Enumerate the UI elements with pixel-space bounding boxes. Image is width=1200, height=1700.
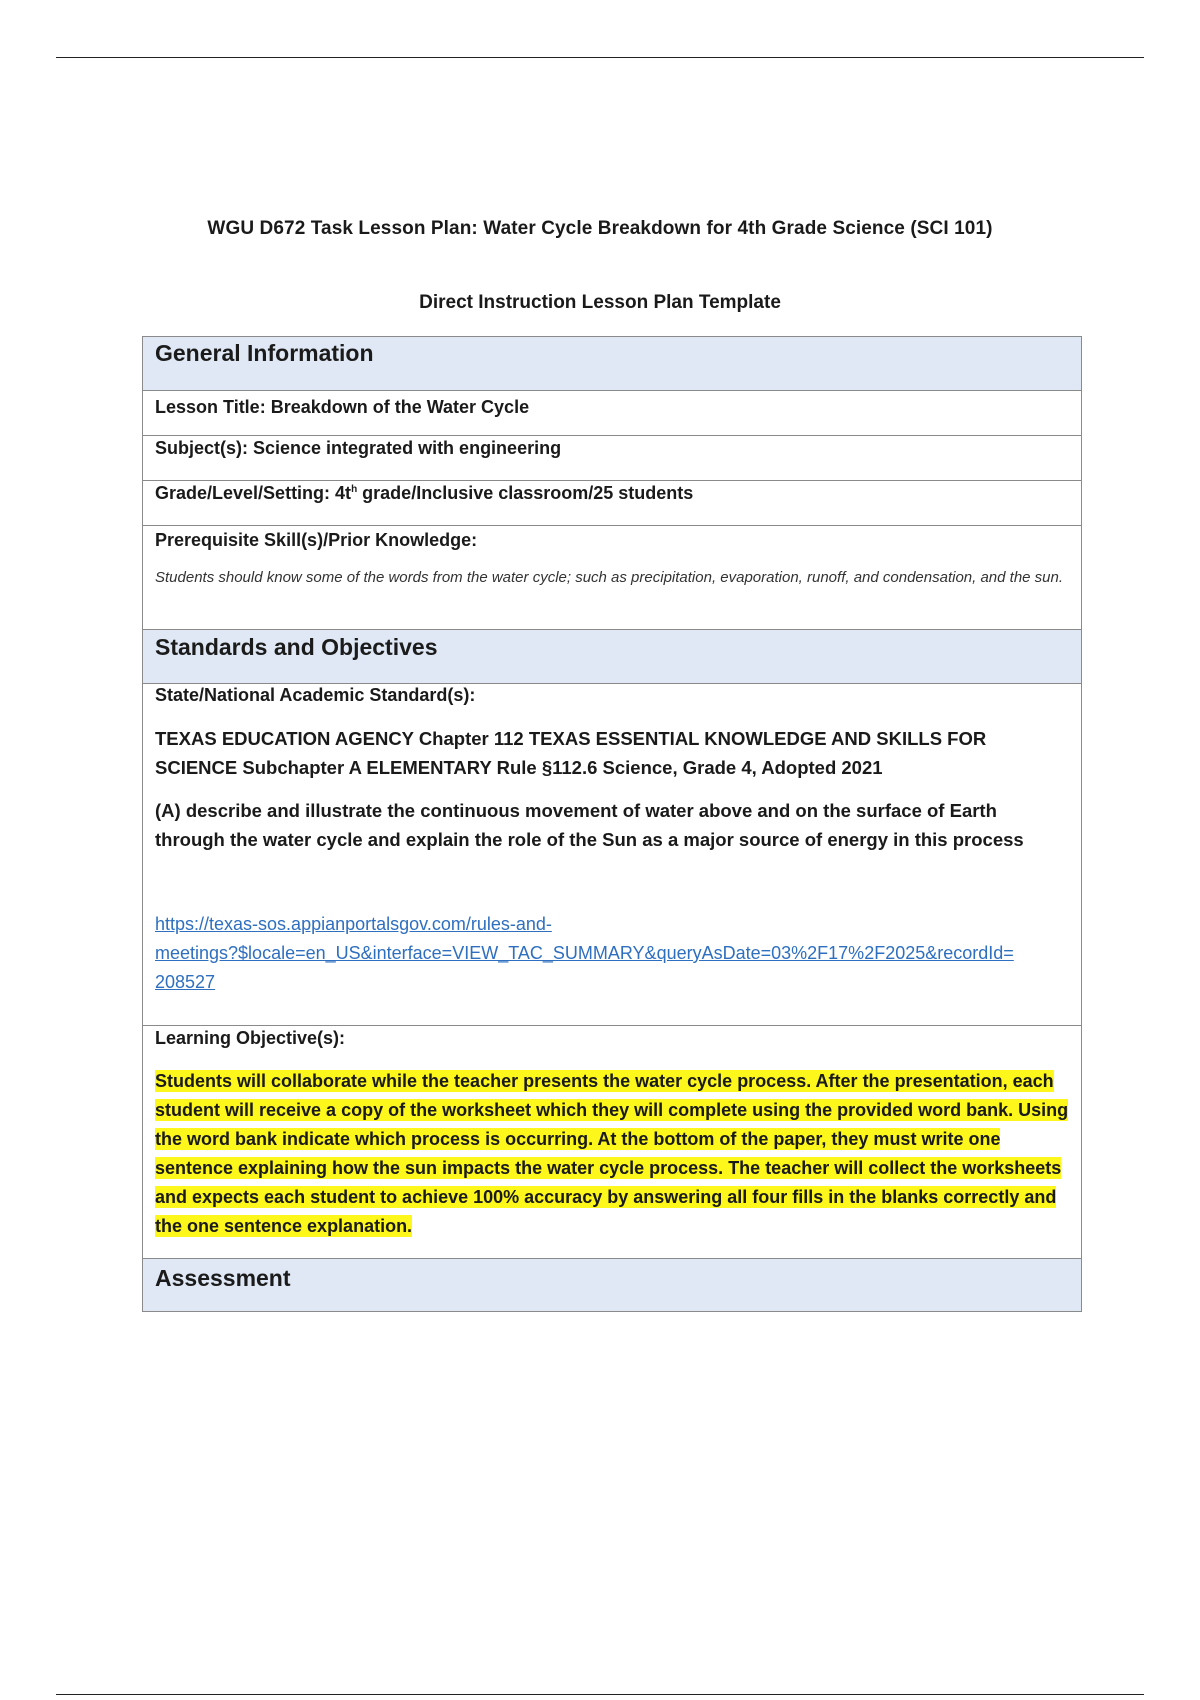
- standard-link[interactable]: [155, 910, 1069, 997]
- grade-superscript: h: [351, 484, 358, 495]
- standard-link-line-2: meetings?$locale=en_US&interface=VIEW_TAC_SUMMARY&queryAsDate=03%2F17%2F2025&recordId=: [155, 943, 1014, 963]
- learning-objectives-label: Learning Objective(s):: [155, 1028, 346, 1048]
- prerequisite-label: Prerequisite Skill(s)/Prior Knowledge:: [155, 530, 478, 550]
- bottom-rule: [56, 1694, 1144, 1695]
- standard-text: TEXAS EDUCATION AGENCY Chapter 112 TEXAS ESSENTIAL KNOWLEDGE AND SKILLS FOR SCIENCE Subchapter A ELEMENTARY Rule §112.6 Science, Grade 4, Adopted 2021: [155, 728, 987, 778]
- prerequisite-text: Students should know some of the words from the water cycle; such as precipitation, evaporation, runoff, and condensation, and the sun.: [155, 569, 1064, 586]
- subjects-row: [143, 435, 1081, 480]
- section-standards-objectives: [143, 629, 1081, 683]
- grade-prefix: Grade/Level/Setting: 4t: [155, 483, 352, 503]
- standard-detail: (A) describe and illustrate the continuous movement of water above and on the surface of Earth through the water cycle and explain the role of the Sun as a major source of energy in this process: [155, 800, 1024, 850]
- learning-objectives-row: [143, 1025, 1081, 1258]
- grade-level-setting-row: [143, 480, 1081, 525]
- learning-objectives-text-block: [155, 1067, 1069, 1241]
- lesson-title: Lesson Title: Breakdown of the Water Cycle: [155, 397, 530, 417]
- standard-link-line-3: 208527: [155, 972, 216, 992]
- section-assessment: [143, 1258, 1081, 1311]
- lesson-title-row: [143, 390, 1081, 435]
- state-standards-row: [143, 683, 1081, 1025]
- grade-suffix: grade/Inclusive classroom/25 students: [357, 483, 694, 503]
- section-heading: Standards and Objectives: [155, 634, 438, 660]
- section-heading: General Information: [155, 340, 374, 366]
- lesson-plan-table: [142, 336, 1082, 1312]
- state-standards-label: State/National Academic Standard(s):: [155, 685, 476, 705]
- section-general-information: [143, 337, 1081, 390]
- document-title: WGU D672 Task Lesson Plan: Water Cycle Breakdown for 4th Grade Science (SCI 101): [207, 218, 993, 239]
- standard-link-line-1: https://texas-sos.appianportalsgov.com/rules-and-: [155, 914, 552, 934]
- top-rule: [56, 57, 1144, 58]
- document-subtitle: Direct Instruction Lesson Plan Template: [419, 292, 781, 313]
- subjects: Subject(s): Science integrated with engineering: [155, 438, 562, 458]
- section-heading: Assessment: [155, 1265, 291, 1291]
- learning-objectives-text: Students will collaborate while the teacher presents the water cycle process. After the presentation, each student will receive a copy of the worksheet which they will complete using the provided word bank. Using the word bank indicate which process is occurring. At the bottom of the paper, they must write one sentence explaining how the sun impacts the water cycle process. The teacher will collect the worksheets and expects each student to achieve 100% accuracy by answering all four fills in the blanks correctly and the one sentence explanation.: [155, 1071, 1069, 1236]
- prerequisite-row: [143, 525, 1081, 629]
